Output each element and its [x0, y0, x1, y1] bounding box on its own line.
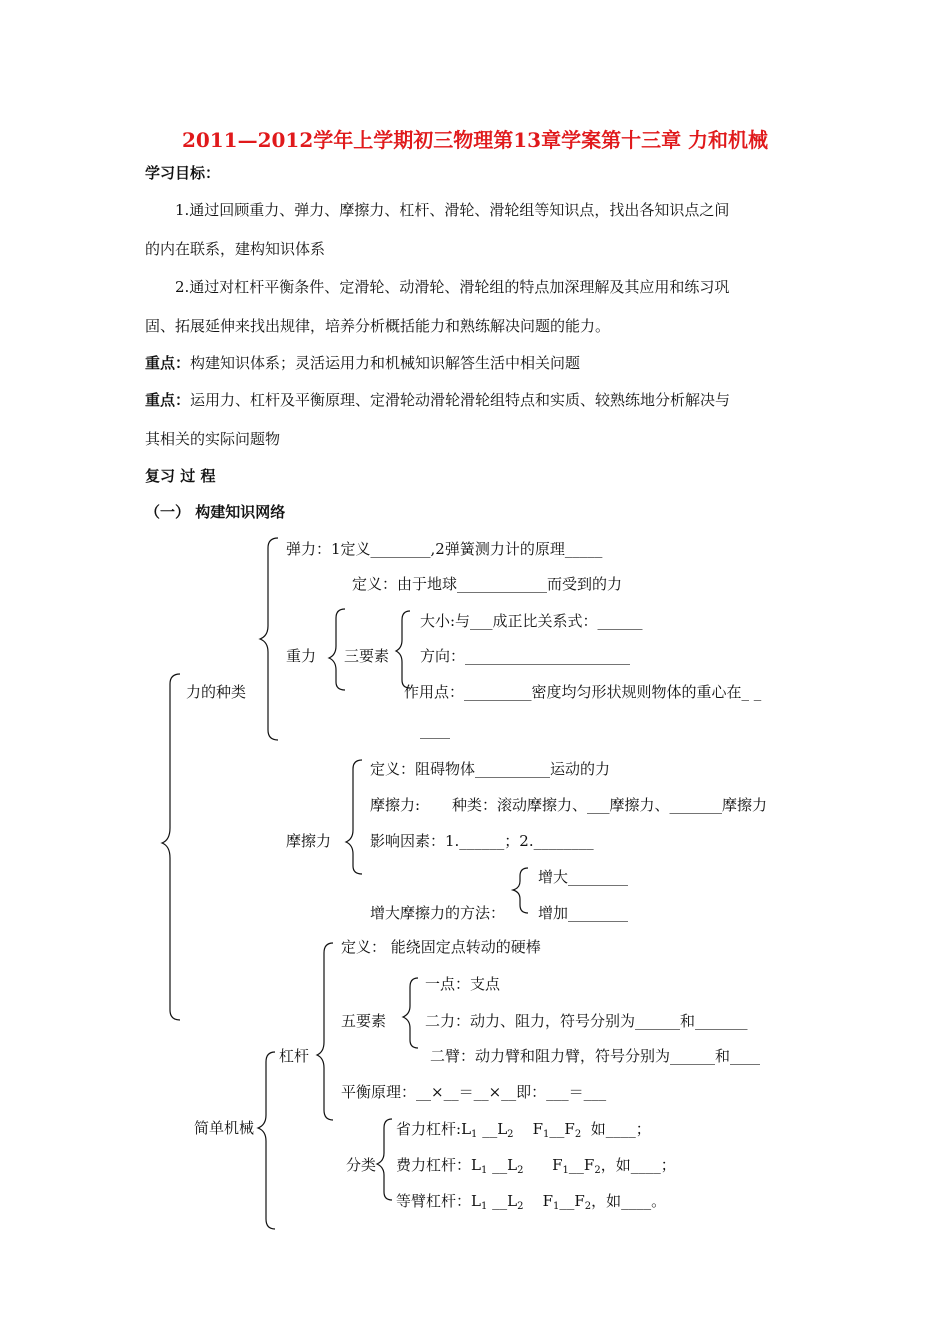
brace-increase — [513, 868, 528, 913]
objective-2-line1: 2.通过对杠杆平衡条件、定滑轮、动滑轮、滑轮组的特点加深理解及其应用和练习巩 — [175, 278, 730, 296]
objective-1-line1: 1.通过回顾重力、弹力、摩擦力、杠杆、滑轮、滑轮组等知识点，找出各知识点之间 — [175, 201, 730, 219]
class-force-costing-name: 费力杠杆： — [396, 1156, 472, 1174]
page-title: 2011—2012学年上学期初三物理第13章学案第十三章 力和机械 — [181, 128, 769, 152]
key-point-2-line2: 其相关的实际问题物 — [145, 430, 281, 448]
label-gravity: 重力 — [286, 647, 317, 665]
elastic-force-line: 弹力：1定义________,2弹簧测力计的原理_____ — [286, 540, 603, 558]
gravity-application-point: 作用点：_________密度均匀形状规则物体的重心在_ _ — [404, 683, 762, 701]
key-point-1-label: 重点： — [145, 354, 191, 372]
objective-2-line2: 固、拓展延伸来找出规律，培养分析概括能力和熟练解决问题的能力。 — [145, 317, 611, 335]
label-force-types: 力的种类 — [186, 683, 247, 701]
brace-classify — [377, 1119, 392, 1200]
lever-two-forces: 二力：动力、阻力，符号分别为______和_______ — [425, 1012, 748, 1030]
brace-three-elements — [396, 611, 410, 688]
class-force-saving-name: 省力杠杆: — [396, 1120, 462, 1138]
class-force-costing-tail: ，如____； — [600, 1156, 676, 1174]
label-lever: 杠杆 — [279, 1047, 310, 1065]
gravity-application-tail: ____ — [420, 721, 450, 739]
lever-balance: 平衡原理：__×__＝__×__即：___＝___ — [341, 1083, 607, 1101]
lever-two-arms: 二臂：动力臂和阻力臂，符号分别为______和____ — [430, 1047, 761, 1065]
section-1-heading: （一） 构建知识网络 — [145, 503, 286, 521]
lever-one-point: 一点：支点 — [425, 975, 501, 993]
friction-definition: 定义：阻碍物体__________运动的力 — [370, 760, 611, 778]
objectives-heading: 学习目标： — [145, 164, 221, 182]
class-equal-arm-tail: ，如____。 — [591, 1192, 667, 1210]
class-equal-arm-name: 等臂杠杆： — [396, 1192, 472, 1210]
gravity-definition: 定义：由于地球____________而受到的力 — [352, 575, 623, 593]
gravity-direction: 方向：______________________ — [420, 647, 631, 665]
friction-kinds: 种类：滚动摩擦力、___摩擦力、_______摩擦力 — [452, 796, 768, 814]
key-point-2-label: 重点： — [145, 391, 191, 409]
brace-five-elements — [403, 978, 418, 1048]
friction-factors: 影响因素：1.______；2.________ — [370, 832, 594, 850]
brace-elastic-gravity — [260, 538, 278, 740]
brace-simple-machines — [258, 1052, 275, 1229]
increase-method-2: 增加________ — [538, 904, 629, 922]
class-force-costing: 费力杠杆：$L_1$ $\_\_L_2$ $F_1\_\_F_2$，如____； — [396, 1156, 676, 1176]
class-force-saving: 省力杠杆$:L_1$ $\_\_L_2$ $F_1\_\_F_2$ 如____； — [396, 1120, 651, 1140]
brace-force-types — [162, 674, 180, 1020]
label-classify: 分类 — [346, 1156, 377, 1174]
label-friction: 摩擦力 — [286, 832, 332, 850]
label-simple-machines: 简单机械 — [194, 1119, 255, 1137]
class-equal-arm: 等臂杠杆：$L_1$ $\_\_L_2$ $F_1\_\_F_2$，如____。 — [396, 1192, 667, 1212]
label-increase-methods: 增大摩擦力的方法： — [370, 904, 506, 922]
review-heading: 复习 过 程 — [145, 467, 216, 485]
class-force-saving-tail: 如____； — [590, 1120, 651, 1138]
label-friction-kinds: 摩擦力: — [370, 796, 421, 814]
brace-gravity — [329, 609, 345, 690]
objective-1-line2: 的内在联系，建构知识体系 — [145, 240, 326, 258]
increase-method-1: 增大________ — [538, 868, 629, 886]
key-point-1-text: 构建知识体系；灵活运用力和机械知识解答生活中相关问题 — [190, 354, 581, 372]
gravity-magnitude: 大小:与___成正比关系式：______ — [420, 612, 643, 630]
label-five-elements: 五要素 — [341, 1012, 387, 1030]
brace-friction — [346, 760, 362, 874]
label-three-elements: 三要素 — [344, 647, 390, 665]
lever-definition: 定义： 能绕固定点转动的硬棒 — [341, 938, 541, 956]
key-point-2-text: 运用力、杠杆及平衡原理、定滑轮动滑轮滑轮组特点和实质、较熟练地分析解决与 — [190, 391, 731, 409]
brace-lever — [317, 943, 333, 1120]
